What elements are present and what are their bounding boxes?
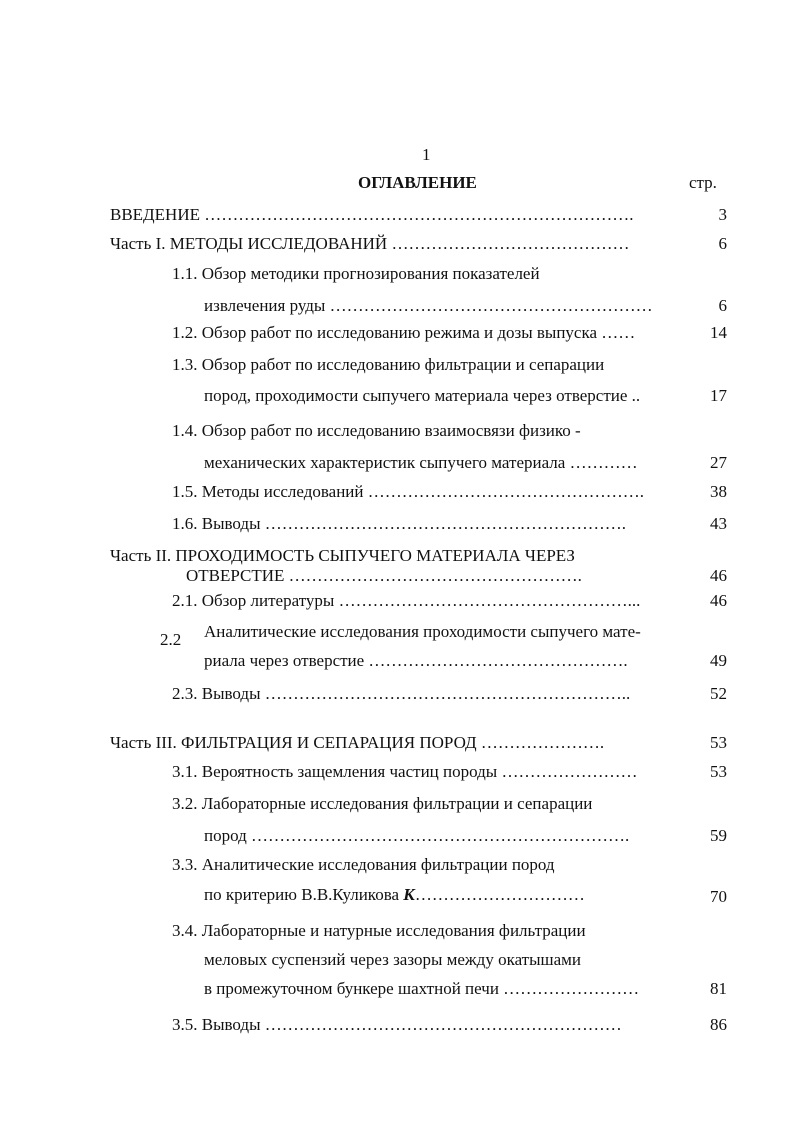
toc-entry-page: 46 [710,566,727,585]
toc-entry-text: пород, проходимости сыпучего материала через отверстие .. [204,386,641,405]
toc-entry-text-part: по критерию В.В.Куликова [204,885,404,904]
toc-entry-page: 6 [718,234,727,253]
criterion-symbol: К [403,885,415,904]
toc-entry-text: 1.4. Обзор работ по исследованию взаимосвязи физико - [172,421,581,440]
toc-entry-page: 43 [710,514,727,533]
toc-entry-text: риала через отверстие ………………………………………. [204,651,628,670]
toc-entry-page: 53 [710,762,727,781]
toc-entry-page: 27 [710,453,727,472]
toc-entry-page: 59 [710,826,727,845]
toc-entry-page: 70 [710,887,727,906]
toc-entry-text: извлечения руды ………………………………………………… [204,296,653,315]
toc-entry-text: 3.2. Лабораторные исследования фильтрации и сепарации [172,794,593,813]
toc-entry-text: Часть I. МЕТОДЫ ИССЛЕДОВАНИЙ …………………………………… [110,234,630,253]
toc-entry-text: 1.2. Обзор работ по исследованию режима и дозы выпуска …… [172,323,636,342]
toc-entry-text: 3.5. Выводы ……………………………………………………… [172,1015,622,1034]
toc-entry-text [204,885,585,905]
toc-entry-text: пород …………………………………………………………. [204,826,630,845]
toc-entry-text: ВВЕДЕНИЕ …………………………………………………………………. [110,205,634,224]
toc-entry-text: 1.6. Выводы ………………………………………………………. [172,514,627,533]
toc-entry-leader: ………………………… [414,885,585,904]
toc-entry-text: 1.5. Методы исследований …………………………………………. [172,482,645,501]
toc-entry-page: 52 [710,684,727,703]
toc-entry-text: Аналитические исследования проходимости сыпучего мате- [204,622,641,641]
page-column-label: стр. [689,173,717,192]
toc-entry-text: 3.4. Лабораторные и натурные исследования фильтрации [172,921,586,940]
toc-entry-text: ОТВЕРСТИЕ ……………………………………………. [186,566,582,585]
toc-entry-text: 2.3. Выводы ……………………………………………………….. [172,684,631,703]
toc-entry-text: 1.1. Обзор методики прогнозирования показателей [172,264,540,283]
toc-entry-page: 17 [710,386,727,405]
toc-entry-text: 3.1. Вероятность защемления частиц породы …………………… [172,762,638,781]
toc-entry-page: 3 [718,205,727,224]
toc-entry-text: Часть II. ПРОХОДИМОСТЬ СЫПУЧЕГО МАТЕРИАЛА ЧЕРЕЗ [110,546,575,565]
toc-entry-page: 14 [710,323,727,342]
toc-entry-page: 38 [710,482,727,501]
toc-entry-page: 46 [710,591,727,610]
toc-entry-page: 53 [710,733,727,752]
toc-entry-page: 49 [710,651,727,670]
toc-entry-text: 2.1. Обзор литературы ……………………………………………... [172,591,641,610]
toc-entry-text: 3.3. Аналитические исследования фильтрации пород [172,855,555,874]
toc-entry-number: 2.2 [160,630,182,649]
toc-entry-text: в промежуточном бункере шахтной печи …………………… [204,979,640,998]
toc-entry-text: 1.3. Обзор работ по исследованию фильтрации и сепарации [172,355,605,374]
toc-entry-text: Часть III. ФИЛЬТРАЦИЯ И СЕПАРАЦИЯ ПОРОД …………………. [110,733,605,752]
toc-entry-page: 6 [718,296,727,315]
toc-entry-page: 81 [710,979,727,998]
toc-entry-page: 86 [710,1015,727,1034]
page-title: ОГЛАВЛЕНИЕ [358,173,477,192]
toc-entry-text: механических характеристик сыпучего материала ………… [204,453,638,472]
page-number: 1 [422,145,431,164]
toc-entry-text: меловых суспензий через зазоры между окатышами [204,950,582,969]
